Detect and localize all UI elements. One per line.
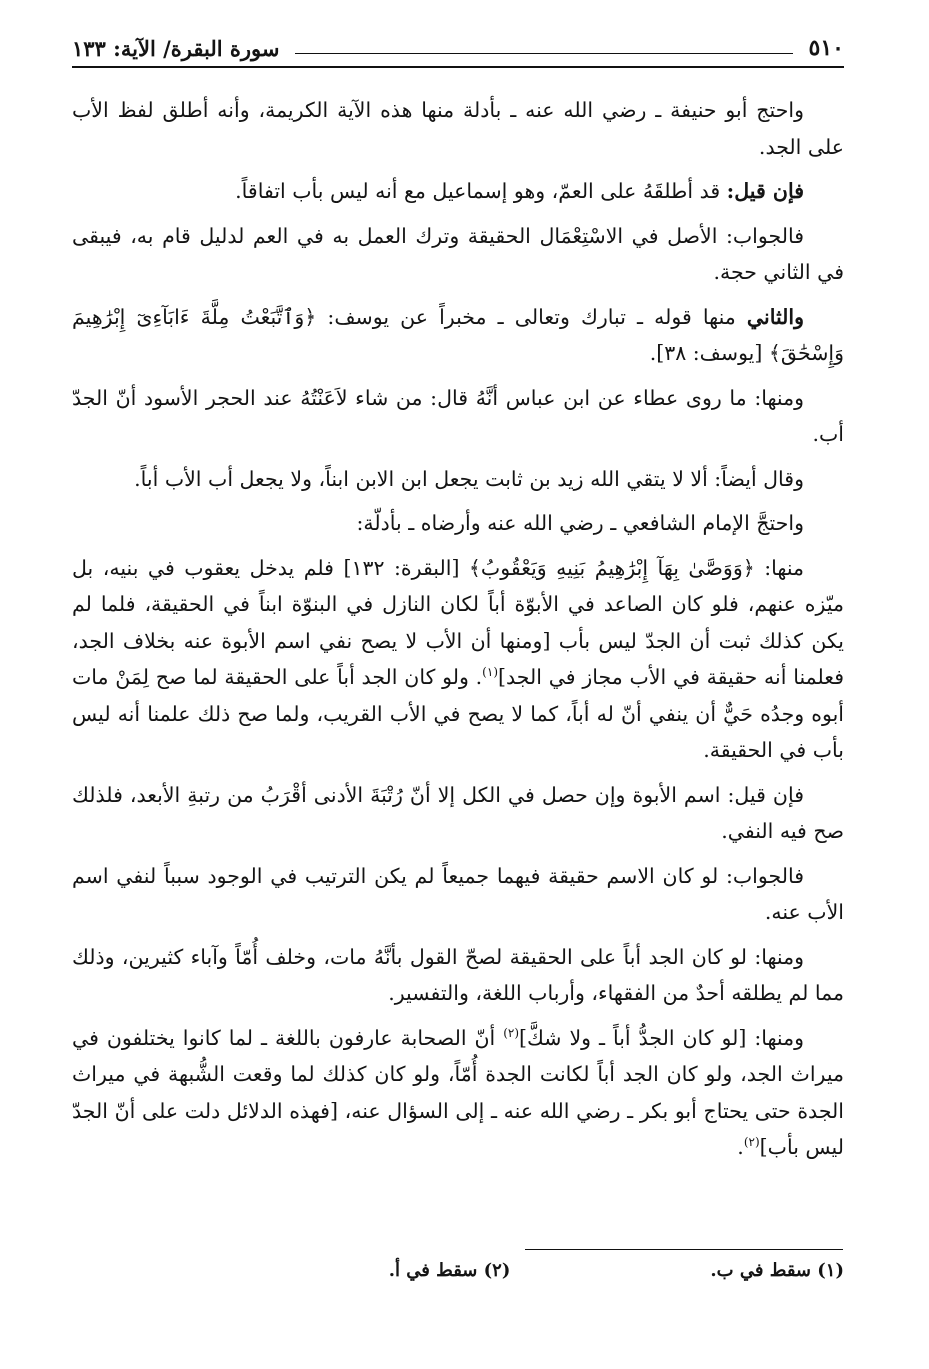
paragraph-text: ومنها: ما روى عطاء عن ابن عباس أنَّهُ قال: من شاء لاَعَنْتُهُ عند الحجر الأسود أنّ الجدّ أب.	[72, 385, 844, 446]
paragraph-text-tail: أنّ الصحابة عارفون باللغة ـ لما كانوا يختلفون في ميراث الجد، ولو كان الجد أباً لكانت الجدة أُمّاً، ولو كان كذلك لما وقعت الشُّبهة في ميراث الجدة حتى يحتاج أبو بكر ـ رضي الله عنه ـ إلى السؤال عنه، [فهذه الدلائل دلت على أنّ الجدّ ليس بأب]	[72, 1025, 844, 1159]
paragraph-text-tail: .	[737, 1135, 744, 1159]
paragraph	[72, 858, 844, 931]
page-number: ٥١٠	[808, 35, 844, 61]
paragraph-text: وقال أيضاً: ألا لا يتقي الله زيد بن ثابت يجعل ابن الابن ابناً، ولا يجعل أب الأب أباً.	[134, 466, 804, 491]
paragraph	[72, 218, 844, 291]
paragraph-lead: فإن قيل:	[726, 179, 804, 203]
paragraph	[72, 939, 844, 1012]
paragraph	[72, 461, 844, 498]
paragraph	[72, 173, 844, 210]
paragraph	[72, 550, 844, 769]
paragraph	[72, 380, 844, 453]
paragraph	[72, 92, 844, 165]
paragraph	[72, 777, 844, 850]
paragraph	[72, 1020, 844, 1166]
paragraph-text: فالجواب: الأصل في الاسْتِعْمَال الحقيقة وترك العمل به في العم لدليل قام به، فيبقى في الثاني حجة.	[72, 223, 844, 284]
footnote-ref[interactable]: (١)	[482, 665, 498, 680]
paragraph-text: واحتجَّ الإمام الشافعي ـ رضي الله عنه وأرضاه ـ بأدلّة:	[356, 511, 804, 535]
page-header	[72, 30, 844, 68]
paragraph-text: منها: ﴿وَوَصَّىٰ بِهَآ إِبْرَٰهِيمُ بَنِيهِ وَيَعْقُوبُ﴾ [البقرة: ١٣٢] فلم يدخل يعقوب في بنيه، بل ميّزه عنهم، فلو كان الصاعد في الأبوّة أباً لكان النازل في البنوّة ابناً في الحقيقة، فلما لم يكن كذلك ثبت أن الجدّ ليس بأب [ومنها أن الأب لا يصح نفي اسم الأبوة عنه بخلاف الجد، فعلمنا أنه حقيقة في الأب مجاز في الجد]	[72, 555, 844, 689]
paragraph-text: منها قوله ـ تبارك وتعالى ـ مخبراً عن يوسف: ﴿وَٱتَّبَعْتُ مِلَّةَ ءَابَآءِىٓ إِبْرَٰهِيمَ وَإِسْحَٰقَ﴾ [يوسف: ٣٨].	[72, 304, 844, 365]
footnote-ref[interactable]: (٢)	[743, 1135, 760, 1150]
paragraph-text: فإن قيل: اسم الأبوة وإن حصل في الكل إلا أنّ رُتْبَةَ الأدنى أقْرَبُ من رتبةِ الأبعد، فلذلك صح فيه النفي.	[72, 782, 844, 843]
paragraph-text: ومنها: لو كان الجد أباً على الحقيقة لصحّ القول بأنَّهُ مات، وخلف أُمّاً وآباء كثيرين، وذلك مما لم يطلقه أحدٌ من الفقهاء، وأرباب اللغة، والتفسير.	[72, 944, 844, 1005]
paragraph-text: قد أطلقَهُ على العمّ، وهو إسماعيل مع أنه ليس بأب اتفاقاً.	[235, 179, 721, 203]
paragraph	[72, 505, 844, 542]
main-text	[72, 92, 844, 1174]
paragraph-text-tail: . ولو كان الجد أباً على الحقيقة لما صح لِمَنْ مات أبوه وجدُه حَيٌّ أن ينفي أنّ له أباً، كما لا يصح في الأب القريب، ولما صح ذلك علمنا أنه ليس بأب في الحقيقة.	[72, 665, 844, 762]
footnotes	[72, 1260, 844, 1292]
footnote-divider	[525, 1249, 843, 1250]
paragraph-text: ومنها: [لو كان الجدُّ أباً ـ ولا شكَّ]	[519, 1025, 804, 1050]
footnote-ref[interactable]: (٢)	[503, 1025, 520, 1040]
paragraph-text: واحتج أبو حنيفة ـ رضي الله عنه ـ بأدلة منها هذه الآية الكريمة، وأنه أطلق لفظ الأب على الجد.	[72, 98, 844, 159]
paragraph-lead: والثاني	[746, 304, 804, 329]
footnote-1: (١) سقط في ب.	[710, 1260, 844, 1281]
paragraph-text: فالجواب: لو كان الاسم حقيقة فيهما جميعاً لم يكن الترتيب في الوجود سبباً لنفي اسم الأب عنه.	[72, 863, 844, 924]
running-title: سورة البقرة/ الآية: ١٣٣	[72, 35, 280, 61]
header-rule	[295, 53, 792, 54]
paragraph	[72, 299, 844, 372]
footnote-2: (٢) سقط في أ.	[388, 1260, 511, 1281]
